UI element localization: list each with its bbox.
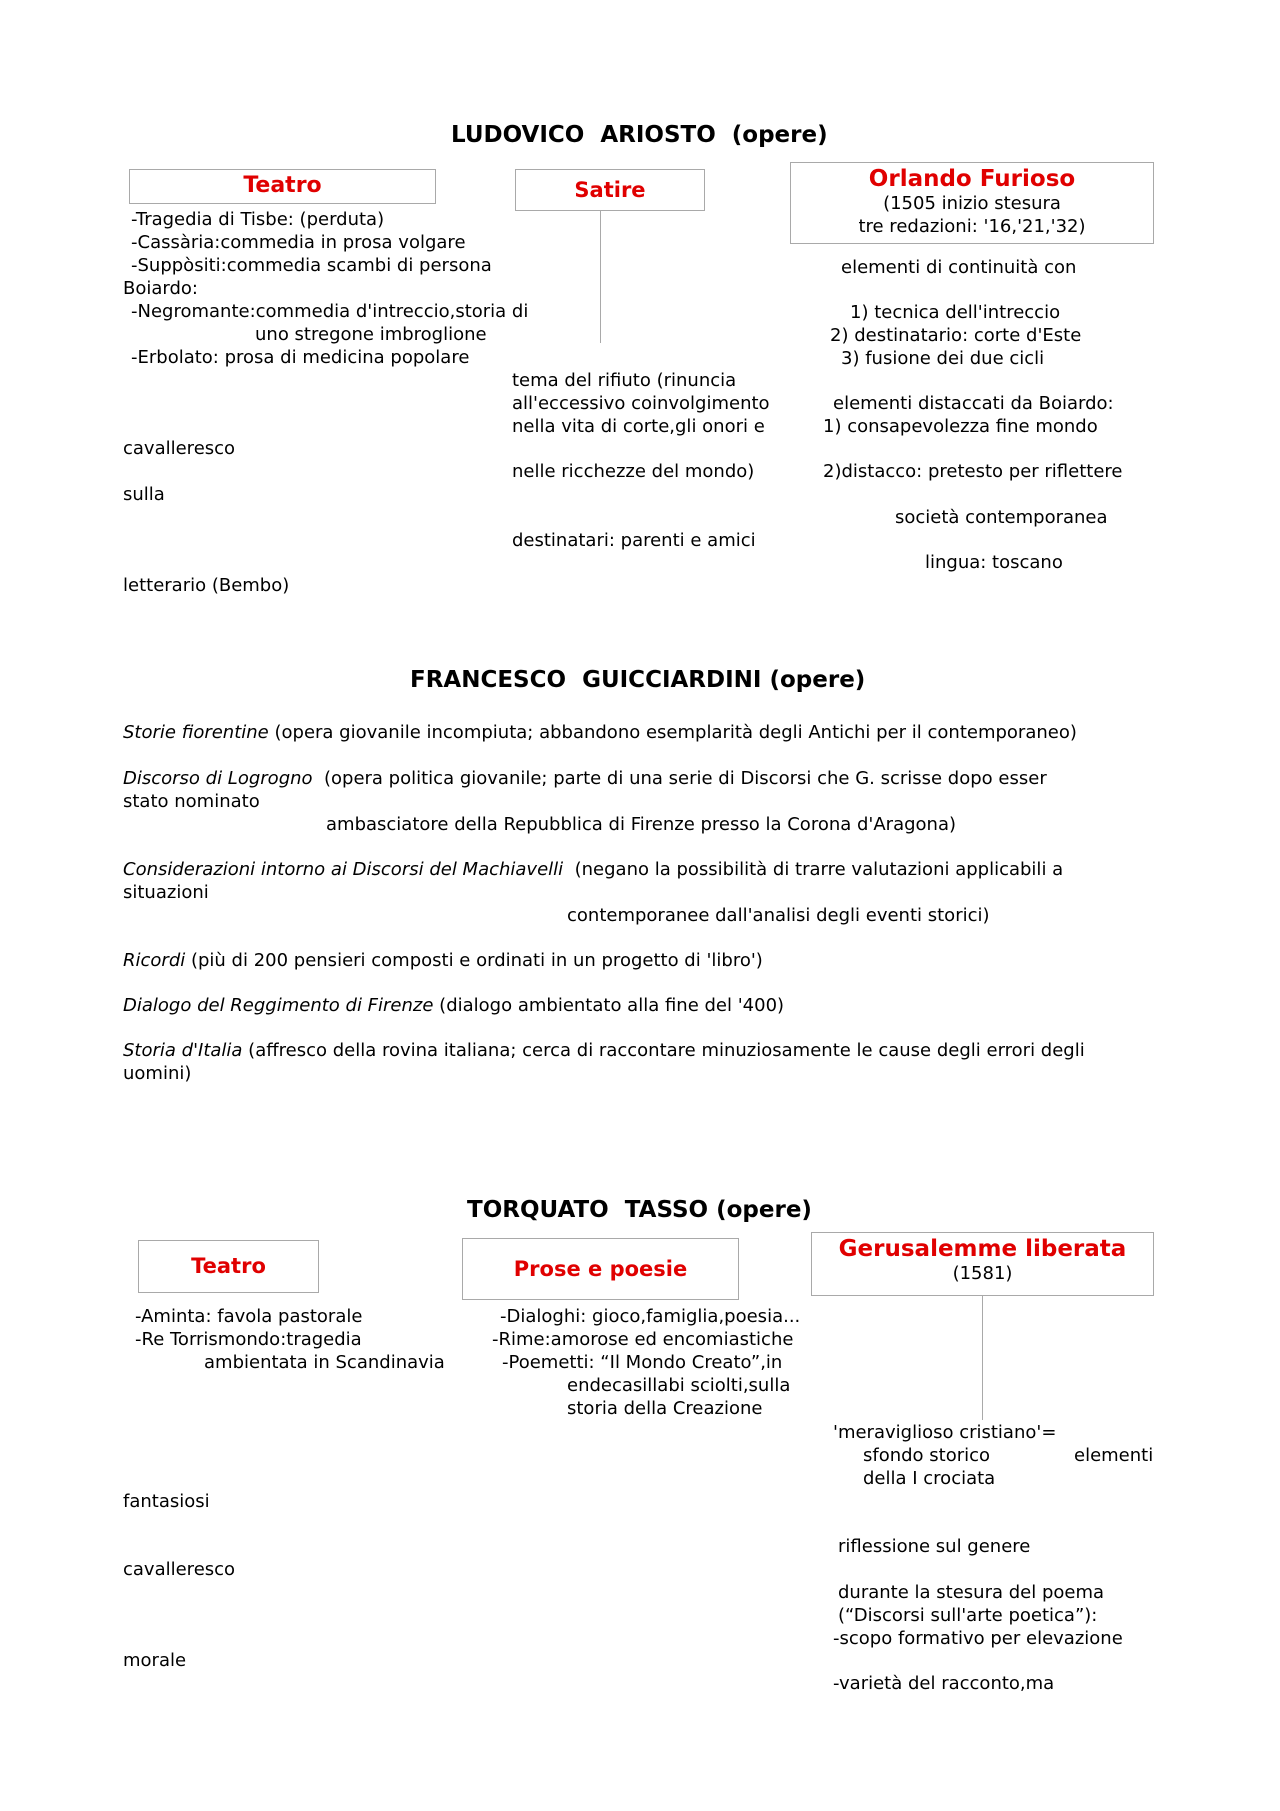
ariosto-teatro-line: letterario (Bembo): [123, 575, 290, 596]
tasso-prose-line: -Poemetti: “Il Mondo Creato”,in: [502, 1352, 783, 1373]
work-title: Considerazioni intorno ai Discorsi del Machiavelli: [123, 859, 564, 880]
guicciardini-work: [123, 995, 784, 1018]
ariosto-teatro-line: cavalleresco: [123, 438, 236, 459]
work-desc-cont: contemporanee dall'analisi degli eventi storici): [567, 905, 990, 926]
ariosto-teatro-line: sulla: [123, 484, 165, 505]
work-desc-cont: stato nominato: [123, 791, 260, 812]
work-title: Discorso di Logrogno: [123, 768, 313, 789]
tasso-prose-line: -Rime:amorose ed encomiastiche: [492, 1329, 794, 1350]
ariosto-teatro-line: -Cassària:commedia in prosa volgare: [131, 232, 466, 253]
tasso-gerusalemme-line: -varietà del racconto,ma: [833, 1673, 1055, 1694]
guicciardini-title: FRANCESCO GUICCIARDINI (opere): [410, 667, 866, 693]
tasso-prose-line: -Dialoghi: gioco,famiglia,poesia...: [500, 1306, 801, 1327]
tasso-gerusalemme-box: [811, 1232, 1154, 1296]
tasso-teatro-line: -Re Torrismondo:tragedia: [135, 1329, 362, 1350]
tasso-gerusalemme-line: (“Discorsi sull'arte poetica”):: [838, 1605, 1098, 1626]
guicciardini-work: [123, 768, 1047, 791]
tasso-prose-box: [462, 1238, 739, 1300]
ariosto-orlando-line: lingua: toscano: [925, 552, 1063, 573]
tasso-gerusalemme-line: sfondo storico: [863, 1445, 991, 1466]
ariosto-teatro-line: Boiardo:: [123, 278, 198, 299]
ariosto-orlando-label: Orlando Furioso: [868, 166, 1076, 192]
guicciardini-work: [123, 950, 763, 973]
work-desc: (negano la possibilità di trarre valutazioni applicabili a: [563, 859, 1064, 880]
tasso-left-word: cavalleresco: [123, 1559, 236, 1580]
work-desc: (dialogo ambientato alla fine del '400): [433, 995, 785, 1016]
tasso-gerusalemme-line: della I crociata: [863, 1468, 996, 1489]
tasso-gerusalemme-label: Gerusalemme liberata: [838, 1236, 1127, 1262]
ariosto-satire-line: nelle ricchezze del mondo): [512, 461, 755, 482]
work-desc: (più di 200 pensieri composti e ordinati in un progetto di 'libro'): [185, 950, 763, 971]
ariosto-orlando-line: 3) fusione dei due cicli: [841, 348, 1045, 369]
tasso-title: TORQUATO TASSO (opere): [467, 1197, 812, 1223]
work-desc-cont: situazioni: [123, 882, 209, 903]
ariosto-teatro-line: -Erbolato: prosa di medicina popolare: [131, 347, 470, 368]
guicciardini-work: [123, 722, 1077, 745]
work-title: Ricordi: [123, 950, 186, 971]
tasso-gerusalemme-line: -scopo formativo per elevazione: [833, 1628, 1123, 1649]
ariosto-orlando-line: società contemporanea: [895, 507, 1108, 528]
work-title: Storie fiorentine: [123, 722, 269, 743]
ariosto-teatro-line: -Negromante:commedia d'intreccio,storia di: [131, 301, 529, 322]
ariosto-orlando-line: 1) consapevolezza fine mondo: [823, 416, 1098, 437]
work-desc-cont: ambasciatore della Repubblica di Firenze presso la Corona d'Aragona): [326, 814, 957, 835]
ariosto-teatro-label: Teatro: [243, 173, 322, 198]
ariosto-orlando-line: 1) tecnica dell'intreccio: [850, 302, 1061, 323]
ariosto-orlando-line: 2)distacco: pretesto per riflettere: [823, 461, 1123, 482]
work-desc-cont: uomini): [123, 1063, 192, 1084]
ariosto-orlando-line: elementi di continuità con: [841, 257, 1077, 278]
tasso-prose-line: storia della Creazione: [567, 1398, 763, 1419]
tasso-gerusalemme-line: riflessione sul genere: [838, 1536, 1031, 1557]
tasso-gerusalemme-sub: (1581): [952, 1263, 1013, 1284]
ariosto-satire-line: destinatari: parenti e amici: [512, 530, 756, 551]
work-title: Storia d'Italia: [123, 1040, 243, 1061]
tasso-prose-line: endecasillabi sciolti,sulla: [567, 1375, 791, 1396]
ariosto-satire-box: [515, 169, 705, 211]
ariosto-teatro-line: -Tragedia di Tisbe: (perduta): [131, 209, 385, 230]
work-desc: (affresco della rovina italiana; cerca di raccontare minuziosamente le cause degli errori degli: [242, 1040, 1085, 1061]
ariosto-satire-label: Satire: [574, 178, 646, 202]
tasso-gerusalemme-line: elementi: [1074, 1445, 1154, 1466]
guicciardini-work: [123, 1040, 1085, 1063]
tasso-gerusalemme-connector: [982, 1296, 983, 1420]
work-desc: (opera politica giovanile; parte di una serie di Discorsi che G. scrisse dopo esser: [312, 768, 1047, 789]
ariosto-teatro-box: [129, 169, 436, 204]
ariosto-satire-line: nella vita di corte,gli onori e: [512, 416, 765, 437]
tasso-gerusalemme-line: durante la stesura del poema: [838, 1582, 1105, 1603]
ariosto-satire-line: all'eccessivo coinvolgimento: [512, 393, 770, 414]
ariosto-teatro-line: -Suppòsiti:commedia scambi di persona: [131, 255, 492, 276]
work-title: Dialogo del Reggimento di Firenze: [123, 995, 434, 1016]
ariosto-satire-line: tema del rifiuto (rinuncia: [512, 370, 737, 391]
ariosto-orlando-box: [790, 162, 1154, 244]
tasso-prose-label: Prose e poesie: [513, 1257, 688, 1281]
tasso-left-word: morale: [123, 1650, 187, 1671]
tasso-gerusalemme-line: 'meraviglioso cristiano'=: [833, 1422, 1057, 1443]
tasso-teatro-line: ambientata in Scandinavia: [204, 1352, 445, 1373]
ariosto-orlando-line: 2) destinatario: corte d'Este: [830, 325, 1082, 346]
ariosto-orlando-sub2: tre redazioni: '16,'21,'32): [858, 215, 1086, 237]
work-desc: (opera giovanile incompiuta; abbandono esemplarità degli Antichi per il contemporaneo): [268, 722, 1077, 743]
tasso-teatro-label: Teatro: [191, 1254, 266, 1278]
ariosto-orlando-sub1: (1505 inizio stesura: [883, 193, 1061, 214]
guicciardini-work: [123, 859, 1063, 882]
tasso-teatro-box: [138, 1240, 319, 1293]
ariosto-teatro-line: uno stregone imbroglione: [255, 324, 487, 345]
tasso-teatro-line: -Aminta: favola pastorale: [135, 1306, 363, 1327]
ariosto-title: LUDOVICO ARIOSTO (opere): [451, 122, 828, 148]
ariosto-satire-connector: [600, 211, 601, 343]
ariosto-orlando-line: elementi distaccati da Boiardo:: [833, 393, 1114, 414]
tasso-left-word: fantasiosi: [123, 1491, 210, 1512]
